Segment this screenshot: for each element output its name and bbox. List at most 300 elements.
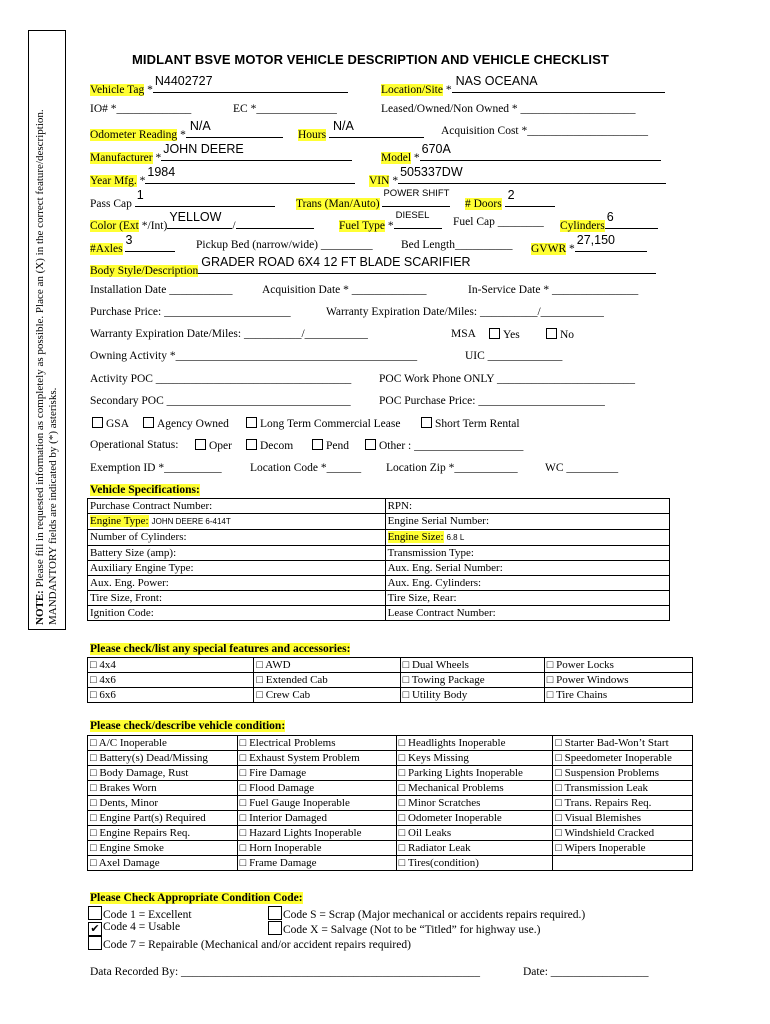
warranty-expiration-field-1[interactable]: Warranty Expiration Date/Miles: __________/___________ bbox=[326, 306, 604, 318]
checkbox-icon[interactable]: □ bbox=[239, 767, 250, 779]
checkbox-icon[interactable]: □ bbox=[546, 689, 556, 701]
spec-row bbox=[88, 576, 670, 591]
manufacturer-value: JOHN DEERE bbox=[163, 142, 244, 156]
checkmark-icon: ✔ bbox=[88, 922, 102, 936]
checkbox-icon[interactable]: □ bbox=[398, 842, 409, 854]
code-7-label: Code 7 = Repairable (Mechanical and/or accident repairs required) bbox=[103, 939, 411, 951]
checkbox-icon[interactable]: □ bbox=[239, 857, 250, 869]
features-cell[interactable] bbox=[88, 688, 254, 703]
condition-cell[interactable] bbox=[237, 781, 396, 796]
poc-work-phone-field[interactable]: POC Work Phone ONLY ________________________ bbox=[379, 373, 636, 385]
condition-cell[interactable] bbox=[237, 841, 396, 856]
fuel-type-label: Fuel Type bbox=[339, 220, 385, 232]
condition-row bbox=[88, 796, 693, 811]
spec-row bbox=[88, 499, 670, 514]
condition-table bbox=[87, 735, 693, 871]
cylinders-label: Cylinders bbox=[560, 220, 605, 232]
model-value: 670A bbox=[421, 142, 451, 156]
msa-no-label: No bbox=[560, 329, 575, 341]
condition-item-label: Keys Missing bbox=[408, 752, 469, 764]
spec-cell[interactable] bbox=[88, 499, 386, 514]
form-title: MIDLANT BSVE MOTOR VEHICLE DESCRIPTION AND VEHICLE CHECKLIST bbox=[132, 52, 609, 67]
features-cell[interactable] bbox=[400, 658, 544, 673]
owning-activity-field[interactable]: Owning Activity *__________________________________________ bbox=[90, 350, 418, 362]
checkbox-icon[interactable]: □ bbox=[256, 689, 266, 701]
gvwr-label: GVWR bbox=[531, 243, 567, 255]
spec-row bbox=[88, 561, 670, 576]
spec-label: Engine Type: bbox=[90, 515, 149, 527]
date-field[interactable]: Date: _________________ bbox=[523, 966, 649, 978]
condition-item-label: Visual Blemishes bbox=[564, 812, 642, 824]
checkbox-icon[interactable]: □ bbox=[256, 674, 266, 686]
installation-date-field[interactable]: Installation Date ___________ bbox=[90, 284, 233, 296]
other-checkbox[interactable] bbox=[365, 439, 523, 452]
condition-item-label: Engine Smoke bbox=[99, 842, 164, 854]
condition-cell[interactable] bbox=[553, 766, 693, 781]
condition-item-label: Radiator Leak bbox=[408, 842, 471, 854]
secondary-poc-field[interactable]: Secondary POC ________________________________ bbox=[90, 395, 351, 407]
acquisition-cost-field[interactable]: Acquisition Cost *_____________________ bbox=[441, 125, 649, 137]
condition-item-label: Minor Scratches bbox=[408, 797, 481, 809]
exemption-id-field[interactable]: Exemption ID *__________ bbox=[90, 462, 222, 474]
doors-field[interactable] bbox=[465, 188, 555, 210]
axles-field[interactable] bbox=[90, 233, 175, 255]
condition-item-label: Transmission Leak bbox=[564, 782, 649, 794]
features-item-label: Extended Cab bbox=[265, 674, 328, 686]
odometer-value: N/A bbox=[189, 119, 211, 133]
pass-cap-value: 1 bbox=[136, 188, 144, 202]
condition-item-label: Odometer Inoperable bbox=[408, 812, 502, 824]
checkbox-icon[interactable]: □ bbox=[398, 812, 409, 824]
checkbox-icon[interactable]: □ bbox=[398, 752, 409, 764]
trans-value: POWER SHIFT bbox=[383, 188, 450, 199]
condition-item-label: Engine Part(s) Required bbox=[99, 812, 206, 824]
condition-cell[interactable] bbox=[553, 811, 693, 826]
condition-cell[interactable] bbox=[553, 826, 693, 841]
spec-cell[interactable] bbox=[385, 606, 669, 621]
features-cell[interactable] bbox=[400, 688, 544, 703]
condition-item-label: Frame Damage bbox=[249, 857, 317, 869]
pass-cap-label: Pass Cap bbox=[90, 198, 132, 210]
checkbox-icon[interactable]: □ bbox=[402, 659, 412, 671]
location-field[interactable]: Location/Site * NAS OCEANA bbox=[381, 80, 665, 96]
condition-item-label: Fire Damage bbox=[249, 767, 307, 779]
checkbox-icon[interactable]: □ bbox=[90, 767, 100, 779]
checkbox-icon[interactable]: □ bbox=[239, 812, 250, 824]
cylinders-field[interactable] bbox=[560, 210, 658, 232]
condition-row bbox=[88, 841, 693, 856]
condition-cell[interactable] bbox=[396, 751, 553, 766]
checkbox-icon[interactable]: □ bbox=[398, 782, 409, 794]
spec-label: Aux. Eng. Power: bbox=[90, 577, 169, 589]
features-item-label: Dual Wheels bbox=[411, 659, 469, 671]
location-zip-field[interactable]: Location Zip *___________ bbox=[386, 462, 518, 474]
short-term-rental-checkbox[interactable] bbox=[421, 417, 520, 430]
checkbox-icon[interactable]: □ bbox=[90, 659, 100, 671]
gsa-checkbox[interactable] bbox=[92, 417, 129, 430]
features-item-label: Power Locks bbox=[556, 659, 614, 671]
odometer-label: Odometer Reading bbox=[90, 129, 178, 141]
checkbox-icon[interactable]: □ bbox=[398, 767, 409, 779]
condition-item-label: Tires(condition) bbox=[407, 857, 479, 869]
vehicle-specs-header: Vehicle Specifications: bbox=[90, 484, 200, 496]
features-cell[interactable] bbox=[544, 673, 692, 688]
checkbox-icon[interactable]: □ bbox=[239, 752, 250, 764]
checkbox-icon[interactable]: □ bbox=[239, 842, 250, 854]
agency-owned-checkbox[interactable] bbox=[143, 417, 229, 430]
spec-cell[interactable] bbox=[88, 576, 386, 591]
fuel-type-field[interactable]: Fuel Type * DIESEL bbox=[339, 216, 442, 232]
condition-cell[interactable] bbox=[88, 811, 238, 826]
checkbox-icon[interactable]: □ bbox=[90, 842, 100, 854]
condition-item-label: Wipers Inoperable bbox=[564, 842, 646, 854]
features-cell[interactable] bbox=[88, 658, 254, 673]
condition-header: Please check/describe vehicle condition: bbox=[90, 720, 286, 732]
odometer-field[interactable]: Odometer Reading * N/A bbox=[90, 125, 283, 141]
features-header: Please check/list any special features and accessories: bbox=[90, 643, 351, 655]
condition-row bbox=[88, 811, 693, 826]
condition-cell[interactable] bbox=[237, 811, 396, 826]
spec-label: Number of Cylinders: bbox=[90, 531, 187, 543]
fuel-cap-field[interactable]: Fuel Cap ________ bbox=[453, 216, 544, 228]
checkbox-icon[interactable]: □ bbox=[256, 659, 266, 671]
spec-label: Aux. Eng. Serial Number: bbox=[387, 562, 503, 574]
condition-item-label: Parking Lights Inoperable bbox=[408, 767, 523, 779]
condition-item-label: Fuel Gauge Inoperable bbox=[249, 797, 350, 809]
condition-cell[interactable] bbox=[553, 736, 693, 751]
spec-label: RPN: bbox=[387, 500, 413, 512]
warranty-expiration-field-2[interactable]: Warranty Expiration Date/Miles: __________/___________ bbox=[90, 328, 368, 340]
condition-cell[interactable] bbox=[553, 781, 693, 796]
location-label: Location/Site bbox=[381, 84, 443, 96]
uic-field[interactable]: UIC _____________ bbox=[465, 350, 563, 362]
condition-cell[interactable] bbox=[396, 856, 553, 871]
condition-row bbox=[88, 736, 693, 751]
condition-row bbox=[88, 781, 693, 796]
checkbox-icon[interactable]: □ bbox=[90, 797, 100, 809]
msa-yes-label: Yes bbox=[503, 329, 520, 341]
condition-row bbox=[88, 826, 693, 841]
spec-cell[interactable] bbox=[385, 514, 669, 530]
features-cell[interactable] bbox=[254, 688, 400, 703]
fuel-type-value: DIESEL bbox=[395, 210, 430, 221]
checkbox-icon[interactable]: □ bbox=[555, 767, 565, 779]
condition-item-label: Electrical Problems bbox=[249, 737, 336, 749]
spec-cell[interactable] bbox=[385, 591, 669, 606]
manufacturer-label: Manufacturer bbox=[90, 152, 153, 164]
short-term-rental-label: Short Term Rental bbox=[435, 418, 520, 430]
cylinders-value: 6 bbox=[606, 210, 614, 224]
checkbox-icon[interactable]: □ bbox=[239, 782, 250, 794]
condition-item-label: Mechanical Problems bbox=[408, 782, 504, 794]
checkbox-icon[interactable]: □ bbox=[398, 827, 409, 839]
condition-cell[interactable] bbox=[88, 766, 238, 781]
year-label: Year Mfg. bbox=[90, 175, 137, 187]
condition-cell bbox=[553, 856, 693, 871]
side-note-text: NOTE: Please fill in requested information as completely as possible. Place an (X) in the correct feature/description. MANDANTORY fields are indicated by (*) asterisks. bbox=[34, 109, 59, 625]
features-table bbox=[87, 657, 693, 703]
code-x-label: Code X = Salvage (Not to be “Titled” for highway use.) bbox=[283, 924, 541, 936]
pass-cap-field[interactable] bbox=[90, 188, 275, 210]
vehicle-specs-table bbox=[87, 498, 670, 621]
hours-label: Hours bbox=[298, 129, 327, 141]
condition-cell[interactable] bbox=[553, 751, 693, 766]
condition-cell[interactable] bbox=[396, 826, 553, 841]
checkbox-icon[interactable]: □ bbox=[239, 797, 250, 809]
features-cell[interactable] bbox=[544, 658, 692, 673]
vin-label: VIN bbox=[369, 175, 390, 187]
code-x-checkbox[interactable] bbox=[268, 921, 540, 936]
spec-row bbox=[88, 606, 670, 621]
condition-item-label: Trans. Repairs Req. bbox=[564, 797, 652, 809]
location-value: NAS OCEANA bbox=[455, 74, 538, 88]
spec-cell[interactable] bbox=[385, 546, 669, 561]
checkbox-icon[interactable]: □ bbox=[402, 674, 412, 686]
oper-checkbox[interactable] bbox=[195, 439, 232, 452]
condition-item-label: Brakes Worn bbox=[99, 782, 157, 794]
spec-cell[interactable] bbox=[88, 561, 386, 576]
year-value: 1984 bbox=[147, 165, 176, 179]
spec-row bbox=[88, 530, 670, 546]
spec-row bbox=[88, 546, 670, 561]
code-1-label: Code 1 = Excellent bbox=[103, 909, 192, 921]
features-item-label: Utility Body bbox=[411, 689, 468, 701]
spec-cell[interactable] bbox=[88, 546, 386, 561]
condition-row bbox=[88, 856, 693, 871]
body-style-label: Body Style/Description bbox=[90, 265, 199, 277]
checkbox-icon[interactable]: □ bbox=[555, 752, 565, 764]
checkbox-icon[interactable]: □ bbox=[90, 827, 100, 839]
bed-length-field[interactable]: Bed Length__________ bbox=[401, 239, 513, 251]
condition-cell[interactable] bbox=[237, 856, 396, 871]
operational-status-label: Operational Status: bbox=[90, 439, 179, 451]
condition-item-label: Battery(s) Dead/Missing bbox=[99, 752, 208, 764]
condition-cell[interactable] bbox=[553, 841, 693, 856]
checkbox-icon[interactable]: □ bbox=[555, 812, 565, 824]
checkbox-icon[interactable]: □ bbox=[90, 782, 100, 794]
msa-label: MSA bbox=[451, 328, 476, 340]
checkbox-icon[interactable]: □ bbox=[239, 737, 250, 749]
condition-item-label: Engine Repairs Req. bbox=[99, 827, 191, 839]
features-row bbox=[88, 673, 693, 688]
body-style-value: GRADER ROAD 6X4 12 FT BLADE SCARIFIER bbox=[201, 255, 471, 269]
features-row bbox=[88, 658, 693, 673]
data-recorded-by-field[interactable]: Data Recorded By: ____________________________________________________ bbox=[90, 966, 481, 978]
spec-label: Auxiliary Engine Type: bbox=[90, 562, 194, 574]
poc-purchase-price-field[interactable]: POC Purchase Price: ______________________ bbox=[379, 395, 605, 407]
condition-cell[interactable] bbox=[396, 841, 553, 856]
spec-row bbox=[88, 514, 670, 530]
vin-value: 505337DW bbox=[400, 165, 463, 179]
condition-item-label: Hazard Lights Inoperable bbox=[249, 827, 362, 839]
spec-label: Tire Size, Rear: bbox=[387, 592, 457, 604]
condition-cell[interactable] bbox=[396, 796, 553, 811]
checkbox-icon[interactable]: □ bbox=[90, 752, 100, 764]
checkbox-icon[interactable]: □ bbox=[555, 827, 565, 839]
manufacturer-field[interactable]: Manufacturer * JOHN DEERE bbox=[90, 148, 352, 164]
condition-item-label: A/C Inoperable bbox=[98, 737, 167, 749]
side-note-box bbox=[28, 30, 66, 630]
checkbox-icon[interactable]: □ bbox=[90, 812, 100, 824]
condition-cell[interactable] bbox=[88, 736, 238, 751]
vehicle-tag-label: Vehicle Tag bbox=[90, 84, 145, 96]
wc-field[interactable]: WC _________ bbox=[545, 462, 619, 474]
long-term-lease-checkbox[interactable] bbox=[246, 417, 400, 430]
year-mfg-field[interactable]: Year Mfg. * 1984 bbox=[90, 171, 355, 187]
condition-cell[interactable] bbox=[88, 796, 238, 811]
checkbox-icon[interactable]: □ bbox=[90, 689, 100, 701]
checkbox-icon[interactable]: □ bbox=[90, 857, 99, 869]
condition-cell[interactable] bbox=[237, 826, 396, 841]
spec-cell[interactable] bbox=[385, 576, 669, 591]
condition-row bbox=[88, 751, 693, 766]
location-code-field[interactable]: Location Code *______ bbox=[250, 462, 362, 474]
condition-item-label: Exhaust System Problem bbox=[249, 752, 360, 764]
condition-cell[interactable] bbox=[396, 811, 553, 826]
checkbox-icon[interactable]: □ bbox=[398, 857, 408, 869]
features-item-label: Towing Package bbox=[411, 674, 485, 686]
gvwr-value: 27,150 bbox=[576, 233, 615, 247]
code-4-label: Code 4 = Usable bbox=[103, 921, 181, 933]
in-service-date-field[interactable]: In-Service Date * _______________ bbox=[468, 284, 639, 296]
condition-cell[interactable] bbox=[396, 766, 553, 781]
color-int-label: */Int) bbox=[141, 220, 168, 232]
code-4-checkbox[interactable] bbox=[88, 921, 180, 936]
acquisition-date-field[interactable]: Acquisition Date * _____________ bbox=[262, 284, 427, 296]
spec-cell[interactable] bbox=[88, 530, 386, 546]
features-cell[interactable] bbox=[88, 673, 254, 688]
spec-label: Aux. Eng. Cylinders: bbox=[387, 577, 482, 589]
color-value: YELLOW bbox=[169, 210, 222, 224]
ec-field[interactable]: EC *______________ bbox=[233, 103, 337, 115]
features-cell[interactable] bbox=[254, 673, 400, 688]
msa-no-checkbox[interactable] bbox=[546, 328, 574, 341]
spec-label: Engine Serial Number: bbox=[387, 515, 490, 527]
io-field[interactable]: IO# *_____________ bbox=[90, 103, 192, 115]
features-cell[interactable] bbox=[544, 688, 692, 703]
spec-label: Tire Size, Front: bbox=[90, 592, 163, 604]
vehicle-tag-field[interactable]: Vehicle Tag * N4402727 bbox=[90, 80, 348, 96]
spec-cell[interactable] bbox=[88, 514, 386, 530]
checkbox-icon[interactable]: □ bbox=[546, 659, 557, 671]
long-term-lease-label: Long Term Commercial Lease bbox=[260, 418, 401, 430]
checkbox-icon[interactable]: □ bbox=[555, 737, 565, 749]
gsa-label: GSA bbox=[106, 418, 130, 430]
spec-label: Battery Size (amp): bbox=[90, 547, 177, 559]
condition-item-label: Interior Damaged bbox=[249, 812, 327, 824]
gvwr-field[interactable]: GVWR * 27,150 bbox=[531, 239, 647, 255]
condition-cell[interactable] bbox=[88, 826, 238, 841]
condition-cell[interactable] bbox=[237, 736, 396, 751]
spec-row bbox=[88, 591, 670, 606]
decom-checkbox[interactable] bbox=[246, 439, 293, 452]
vin-field[interactable]: VIN * 505337DW bbox=[369, 171, 666, 187]
condition-item-label: Body Damage, Rust bbox=[99, 767, 189, 779]
color-field[interactable]: Color (Ext */Int) YELLOW / bbox=[90, 216, 314, 232]
trans-label: Trans (Man/Auto) bbox=[296, 198, 380, 210]
checkbox-icon[interactable]: □ bbox=[402, 689, 412, 701]
condition-cell[interactable] bbox=[88, 841, 238, 856]
leased-owned-field[interactable]: Leased/Owned/Non Owned * ____________________ bbox=[381, 103, 636, 115]
pickup-bed-field[interactable]: Pickup Bed (narrow/wide) _________ bbox=[196, 239, 373, 251]
spec-value: JOHN DEERE 6-414T bbox=[151, 517, 231, 526]
hours-value: N/A bbox=[333, 119, 354, 133]
checkbox-icon[interactable]: □ bbox=[90, 737, 99, 749]
code-7-checkbox[interactable] bbox=[88, 936, 411, 951]
condition-item-label: Starter Bad-Won’t Start bbox=[564, 737, 669, 749]
trans-field[interactable] bbox=[296, 188, 450, 210]
spec-value: 6.8 L bbox=[446, 533, 465, 542]
condition-cell[interactable] bbox=[237, 766, 396, 781]
condition-item-label: Axel Damage bbox=[98, 857, 160, 869]
checkbox-icon[interactable]: □ bbox=[555, 797, 565, 809]
model-field[interactable]: Model * 670A bbox=[381, 148, 661, 164]
checkbox-icon[interactable]: □ bbox=[398, 737, 409, 749]
condition-cell[interactable] bbox=[237, 796, 396, 811]
pend-checkbox[interactable] bbox=[312, 439, 349, 452]
agency-owned-label: Agency Owned bbox=[157, 418, 229, 430]
vehicle-tag-value: N4402727 bbox=[154, 74, 213, 88]
spec-label: Transmission Type: bbox=[387, 547, 474, 559]
checkbox-icon[interactable]: □ bbox=[555, 782, 565, 794]
axles-label: #Axles bbox=[90, 243, 123, 255]
code-s-checkbox[interactable] bbox=[268, 906, 585, 921]
checkbox-icon[interactable]: □ bbox=[398, 797, 409, 809]
features-cell[interactable] bbox=[400, 673, 544, 688]
doors-label: # Doors bbox=[465, 198, 502, 210]
condition-item-label: Suspension Problems bbox=[564, 767, 660, 779]
msa-yes-checkbox[interactable] bbox=[489, 328, 520, 341]
color-label: Color (Ext bbox=[90, 220, 139, 232]
checkbox-icon[interactable]: □ bbox=[239, 827, 250, 839]
spec-cell[interactable] bbox=[88, 606, 386, 621]
checkbox-icon[interactable]: □ bbox=[546, 674, 557, 686]
features-cell[interactable] bbox=[254, 658, 400, 673]
doors-value: 2 bbox=[507, 188, 515, 202]
other-label: Other : ___________________ bbox=[379, 440, 524, 452]
condition-item-label: Oil Leaks bbox=[408, 827, 452, 839]
spec-label: Lease Contract Number: bbox=[387, 607, 496, 619]
body-style-field[interactable] bbox=[90, 255, 656, 277]
condition-cell[interactable] bbox=[396, 781, 553, 796]
features-item-label: 4x4 bbox=[99, 659, 116, 671]
features-item-label: Crew Cab bbox=[265, 689, 311, 701]
spec-cell[interactable] bbox=[385, 561, 669, 576]
condition-cell[interactable] bbox=[88, 781, 238, 796]
spec-cell[interactable] bbox=[88, 591, 386, 606]
checkbox-icon[interactable]: □ bbox=[90, 674, 100, 686]
condition-item-label: Horn Inoperable bbox=[249, 842, 322, 854]
condition-row bbox=[88, 766, 693, 781]
spec-label: Purchase Contract Number: bbox=[90, 500, 213, 512]
checkbox-icon[interactable]: □ bbox=[555, 842, 565, 854]
condition-cell[interactable] bbox=[237, 751, 396, 766]
axles-value: 3 bbox=[125, 233, 133, 247]
condition-cell[interactable] bbox=[396, 736, 553, 751]
purchase-price-field[interactable]: Purchase Price: ______________________ bbox=[90, 306, 291, 318]
condition-cell[interactable] bbox=[553, 796, 693, 811]
hours-field[interactable] bbox=[298, 119, 424, 141]
code-1-checkbox[interactable] bbox=[88, 906, 192, 921]
spec-cell[interactable] bbox=[385, 530, 669, 546]
spec-cell[interactable] bbox=[385, 499, 669, 514]
condition-cell[interactable] bbox=[88, 751, 238, 766]
features-item-label: Tire Chains bbox=[555, 689, 608, 701]
condition-item-label: Windshield Cracked bbox=[564, 827, 655, 839]
activity-poc-field[interactable]: Activity POC __________________________________ bbox=[90, 373, 352, 385]
condition-cell[interactable] bbox=[88, 856, 238, 871]
features-item-label: 4x6 bbox=[99, 674, 116, 686]
